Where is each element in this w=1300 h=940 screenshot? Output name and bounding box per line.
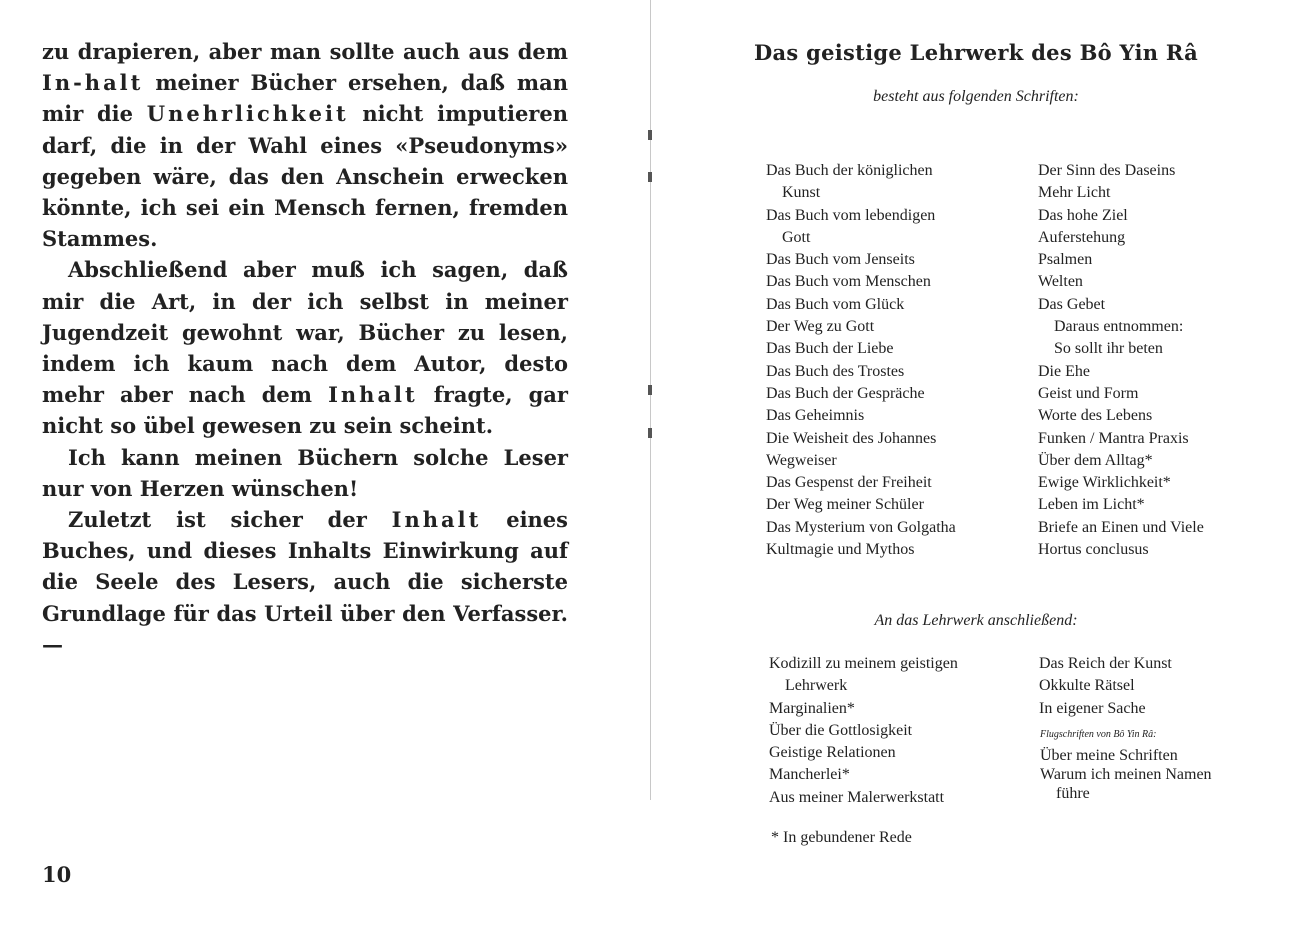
book-title-item	[1038, 383, 1204, 405]
book-title: Auferstehung	[1038, 228, 1126, 246]
works-list-column-2	[1038, 160, 1204, 561]
book-title-item	[1038, 428, 1204, 450]
book-title-item	[769, 720, 958, 742]
book-title-continuation: Kunst	[782, 184, 821, 202]
flugschriften-label-wrap	[1040, 722, 1156, 742]
book-title: Das Buch der Liebe	[766, 340, 894, 358]
book-title: Okkulte Rätsel	[1039, 677, 1135, 695]
book-title-item	[769, 787, 958, 809]
book-title: Ewige Wirklichkeit*	[1038, 474, 1171, 492]
book-title-continuation: Daraus entnommen:	[1054, 318, 1184, 336]
book-title: Aus meiner Malerwerkstatt	[769, 788, 945, 806]
book-title-item	[769, 764, 958, 786]
book-title-continuation: führe	[1056, 785, 1090, 802]
book-title-item	[1038, 494, 1204, 516]
book-title-item	[766, 494, 956, 516]
book-title: Der Weg zu Gott	[766, 318, 875, 336]
text-run: nicht imputieren darf, die in der Wahl eines «Pseudonyms» gegeben wäre, das den Anschein erwecken könnte, ich sei ein Mensch fernen, fremden Stammes.	[42, 101, 568, 252]
book-title-item	[1038, 517, 1204, 539]
book-title-item	[766, 271, 956, 293]
book-title-item	[1038, 182, 1204, 204]
book-title: Der Sinn des Daseins	[1038, 162, 1176, 179]
book-gutter	[650, 0, 651, 800]
book-title-continuation: So sollt ihr beten	[1054, 340, 1163, 358]
footnote: * In gebundener Rede	[771, 829, 912, 846]
book-title-item	[1038, 294, 1204, 316]
book-title-item	[1040, 746, 1212, 765]
spaced-word: Inhalt	[328, 382, 418, 408]
book-title: In eigener Sache	[1039, 699, 1146, 717]
book-title-item	[1040, 765, 1212, 803]
book-title: Das Buch vom Jenseits	[766, 251, 915, 269]
book-title: Warum ich meinen Namen	[1040, 766, 1212, 783]
text-run: Zuletzt ist sicher der	[68, 507, 392, 533]
book-title-item	[769, 742, 958, 764]
book-title: Briefe an Einen und Viele	[1038, 518, 1204, 536]
book-title-continuation: Gott	[782, 228, 811, 246]
book-title-item	[766, 316, 956, 338]
book-title: Das Gespenst der Freiheit	[766, 474, 932, 492]
flugschriften-list	[1040, 746, 1212, 803]
book-title: Das Buch der Gespräche	[766, 384, 925, 402]
book-title-item	[1039, 675, 1172, 697]
right-page	[652, 0, 1300, 940]
book-title: Über meine Schriften	[1040, 747, 1178, 764]
book-title-item	[1038, 271, 1204, 293]
spaced-word: In-halt	[42, 70, 144, 96]
book-title-item	[766, 428, 956, 450]
text-run: fragte, gar nicht so übel gewesen zu sein scheint.	[42, 382, 568, 439]
book-title-item	[766, 472, 956, 494]
supplementary-list-column-2	[1039, 653, 1172, 720]
book-title: Kultmagie und Mythos	[766, 541, 915, 559]
book-title: Das Buch vom Glück	[766, 295, 905, 313]
body-text	[42, 36, 568, 660]
book-title-item	[1038, 205, 1204, 227]
book-title: Über dem Alltag*	[1038, 451, 1153, 469]
book-title: Worte des Lebens	[1038, 407, 1153, 425]
flugschriften-label: Flugschriften von Bô Yin Râ:	[1040, 729, 1157, 740]
book-title: Funken / Mantra Praxis	[1038, 429, 1189, 447]
page-title: Das geistige Lehrwerk des Bô Yin Râ	[753, 40, 1199, 65]
paragraph-3: Ich kann meinen Büchern solche Leser nur von Herzen wünschen!	[42, 444, 568, 501]
book-title: Geist und Form	[1038, 384, 1139, 402]
book-title: Geistige Relationen	[769, 744, 896, 762]
book-title: Die Weisheit des Johannes	[766, 429, 937, 447]
book-title-item	[1038, 361, 1204, 383]
book-title-item	[766, 539, 956, 561]
book-title: Das Buch vom Menschen	[766, 273, 931, 291]
book-title-item	[766, 361, 956, 383]
book-title-item	[766, 205, 956, 250]
book-title-item	[766, 294, 956, 316]
book-title: Leben im Licht*	[1038, 496, 1145, 514]
book-title: Mancherlei*	[769, 766, 850, 784]
book-title-item	[769, 698, 958, 720]
book-title: Die Ehe	[1038, 362, 1090, 380]
book-title: Psalmen	[1038, 251, 1093, 269]
section-heading: An das Lehrwerk anschließend:	[874, 612, 1078, 629]
book-title-item	[1038, 227, 1204, 249]
book-title-item	[766, 160, 956, 205]
text-run: Abschließend aber muß ich sagen, daß mir die Art, in der ich selbst in meiner Jugendzeit gewohnt war, Bücher zu lesen, indem ich kaum nach dem Autor, desto mehr aber nach dem	[42, 257, 568, 408]
book-title: Das Buch der königlichen	[766, 162, 933, 179]
paragraph-4	[42, 504, 568, 660]
book-title: Mehr Licht	[1038, 184, 1111, 202]
page-number: 10	[42, 862, 72, 887]
book-title: Hortus conclusus	[1038, 541, 1149, 559]
book-title: Das Geheimnis	[766, 407, 865, 425]
book-title-item	[766, 450, 956, 472]
book-title-item	[766, 517, 956, 539]
book-title-item	[766, 249, 956, 271]
book-title: Kodizill zu meinem geistigen	[769, 655, 958, 672]
text-run: meiner Bücher ersehen, daß man mir die	[42, 70, 568, 127]
book-title-item	[1038, 539, 1204, 561]
spaced-word: Unehrlichkeit	[146, 101, 349, 127]
book-title: Das hohe Ziel	[1038, 206, 1128, 224]
text-run: zu drapieren, aber man sollte auch aus dem	[42, 39, 568, 64]
book-title-item	[1038, 160, 1204, 182]
book-title-item	[766, 405, 956, 427]
book-title: Welten	[1038, 273, 1083, 291]
book-title-item	[766, 383, 956, 405]
works-list-column-1	[766, 160, 956, 561]
book-title-item	[1038, 249, 1204, 271]
spaced-word: Inhalt	[391, 507, 482, 533]
book-title-item	[1038, 405, 1204, 427]
book-title: Über die Gottlosigkeit	[769, 721, 913, 739]
book-title-continuation: Lehrwerk	[785, 677, 848, 695]
book-title-item	[766, 338, 956, 360]
book-title: Das Buch des Trostes	[766, 362, 905, 380]
book-title: Marginalien*	[769, 699, 855, 717]
book-title: Das Reich der Kunst	[1039, 655, 1172, 672]
text-run: eines Buches, und dieses Inhalts Einwirkung auf die Seele des Lesers, auch die sicherste Grundlage für das Urteil über den Verfasser. —	[42, 507, 568, 657]
book-title: Der Weg meiner Schüler	[766, 496, 924, 514]
paragraph-2	[42, 254, 568, 441]
supplementary-list-column-1	[769, 653, 958, 809]
subtitle: besteht aus folgenden Schriften:	[873, 88, 1079, 105]
book-title-item	[1039, 698, 1172, 720]
book-title-item	[1038, 338, 1204, 360]
paragraph-1	[42, 36, 568, 254]
book-title: Wegweiser	[766, 451, 837, 469]
book-title-item	[1039, 653, 1172, 675]
book-title: Das Buch vom lebendigen	[766, 206, 936, 224]
book-title-item	[1038, 316, 1204, 338]
book-title-item	[1038, 472, 1204, 494]
book-title: Das Mysterium von Golgatha	[766, 518, 956, 536]
book-title-item	[1038, 450, 1204, 472]
book-title-item	[769, 653, 958, 698]
book-title: Das Gebet	[1038, 295, 1106, 313]
